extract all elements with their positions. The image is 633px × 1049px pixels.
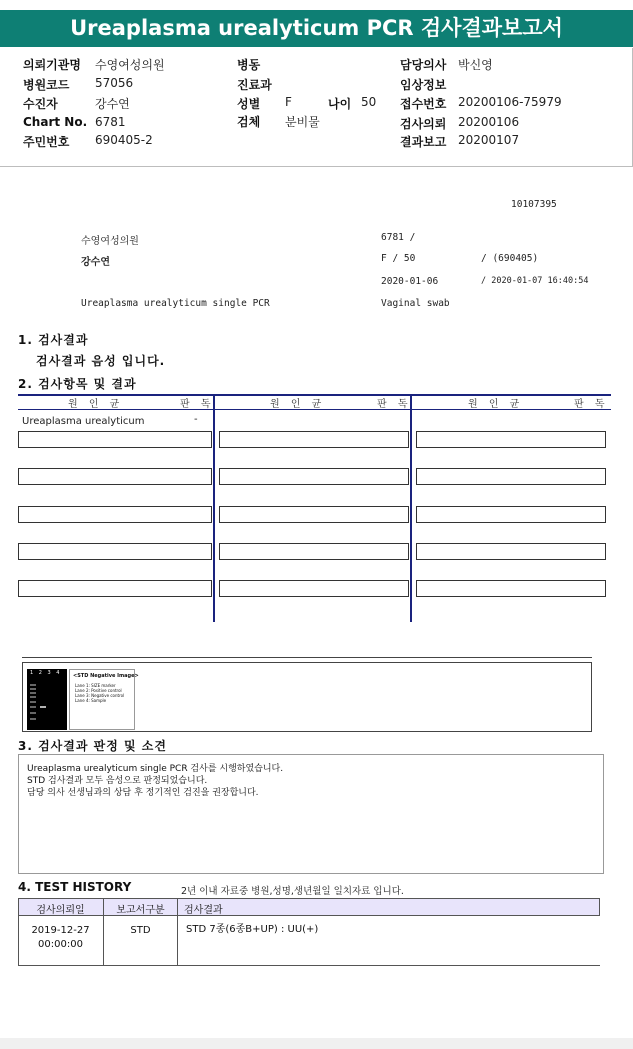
history-col-date: 검사의뢰일 <box>36 905 85 916</box>
result-box <box>219 468 409 485</box>
opinion-box <box>18 754 604 874</box>
hospital-code-value: 57056 <box>95 76 134 90</box>
body-test-name: Ureaplasma urealyticum single PCR <box>81 298 270 309</box>
resident-value: 690405-2 <box>95 133 153 147</box>
result-report-value: 20200107 <box>458 133 520 147</box>
result-pathogen: Ureaplasma urealyticum <box>22 416 145 427</box>
gel-legend-line: Lane 4: Sample <box>75 698 107 703</box>
body-clinic: 수영여성의원 <box>81 236 139 247</box>
body-date1: 2020-01-06 <box>381 276 439 287</box>
image-top-rule <box>22 657 592 658</box>
history-time: 00:00:00 <box>38 939 83 950</box>
institution-value: 수영여성의원 <box>95 58 165 72</box>
gel-legend-line: Lane 1: SIZE marker <box>75 683 116 688</box>
chart-value: 6781 <box>95 115 126 129</box>
patient-info-box <box>0 48 633 167</box>
col1-judgement-header: 판 독 <box>180 399 215 410</box>
result-box <box>416 468 606 485</box>
chart-label: Chart No. <box>23 115 88 129</box>
age-value: 50 <box>361 95 377 109</box>
history-type: STD <box>130 925 151 936</box>
resident-label: 주민번호 <box>23 135 70 149</box>
col3-pathogen-header: 원 인 균 <box>468 399 524 410</box>
result-box <box>416 506 606 523</box>
result-box <box>219 506 409 523</box>
doctor-value: 박신영 <box>458 58 493 72</box>
result-table-divider-2 <box>410 394 412 622</box>
result-box <box>416 580 606 597</box>
patient-label: 수진자 <box>23 97 58 111</box>
history-col-result: 검사결과 <box>184 905 223 916</box>
result-box <box>416 431 606 448</box>
institution-label: 의뢰기관명 <box>23 58 81 72</box>
col3-judgement-header: 판 독 <box>574 399 609 410</box>
opinion-line: 담당 의사 선생님과의 상담 후 정기적인 검진을 권장합니다. <box>27 788 259 798</box>
history-col-type: 보고서구분 <box>116 905 165 916</box>
gel-bands-graphic <box>27 669 67 730</box>
history-date: 2019-12-27 <box>31 925 90 936</box>
result-box <box>18 580 212 597</box>
col2-judgement-header: 판 독 <box>377 399 412 410</box>
col2-pathogen-header: 원 인 균 <box>270 399 326 410</box>
body-specimen-type: Vaginal swab <box>381 298 450 309</box>
opinion-line: Ureaplasma urealyticum single PCR 검사를 시행하였습니다. <box>27 764 284 774</box>
gel-legend-line: Lane 3: Negative control <box>75 693 125 698</box>
history-bottom-border <box>18 965 600 966</box>
result-box <box>18 431 212 448</box>
sex-label: 성별 <box>237 97 261 111</box>
result-box <box>219 543 409 560</box>
gel-electrophoresis-image <box>27 669 67 730</box>
result-judgement: - <box>194 414 198 425</box>
body-birth: / (690405) <box>481 253 539 264</box>
result-box <box>18 543 212 560</box>
body-chart: 6781 / <box>381 232 416 243</box>
result-box <box>18 468 212 485</box>
request-value: 20200106 <box>458 115 520 129</box>
body-date2: / 2020-01-07 16:40:54 <box>481 276 589 286</box>
gel-lane-numbers: 1 2 3 4 <box>30 670 60 676</box>
specimen-label: 검체 <box>237 115 261 129</box>
patient-value: 강수연 <box>95 97 130 111</box>
col1-pathogen-header: 원 인 균 <box>68 399 124 410</box>
hospital-code-label: 병원코드 <box>23 78 70 92</box>
result-box <box>416 543 606 560</box>
request-label: 검사의뢰 <box>400 117 447 131</box>
section3-heading: 3. 검사결과 판정 및 소견 <box>18 739 167 753</box>
body-patient: 강수연 <box>81 257 110 268</box>
gel-legend-line: Lane 2: Positive control <box>75 688 122 693</box>
gel-legend-title: <STD Negative Image> <box>73 673 139 679</box>
result-box <box>18 506 212 523</box>
specimen-value: 분비물 <box>285 115 320 129</box>
history-result: STD 7종(6종B+UP) : UU(+) <box>186 924 319 935</box>
section1-heading: 1. 검사결과 <box>18 333 89 347</box>
result-table-divider-1 <box>213 394 215 622</box>
clinical-info-label: 임상정보 <box>400 78 447 92</box>
receipt-label: 접수번호 <box>400 97 447 111</box>
doc-number: 10107395 <box>511 199 557 210</box>
section4-heading: 4. TEST HISTORY <box>18 880 132 894</box>
receipt-value: 20200106-75979 <box>458 95 562 109</box>
result-box <box>219 580 409 597</box>
dept-label: 진료과 <box>237 78 272 92</box>
opinion-line: STD 검사결과 모두 음성으로 판정되었습니다. <box>27 776 208 786</box>
report-title: Ureaplasma urealyticum PCR 검사결과보고서 <box>0 10 633 47</box>
history-note: 2년 이내 자료중 병원,성명,생년월일 일치자료 입니다. <box>181 886 404 897</box>
doctor-label: 담당의사 <box>400 58 447 72</box>
section1-summary: 검사결과 음성 입니다. <box>36 354 166 368</box>
result-box <box>219 431 409 448</box>
gel-legend <box>69 669 139 730</box>
sex-value: F <box>285 95 292 109</box>
result-report-label: 결과보고 <box>400 135 447 149</box>
section2-heading: 2. 검사항목 및 결과 <box>18 377 137 391</box>
age-label: 나이 <box>328 97 352 111</box>
history-table <box>18 898 600 966</box>
ward-label: 병동 <box>237 58 261 72</box>
body-sex-age: F / 50 <box>381 253 416 264</box>
